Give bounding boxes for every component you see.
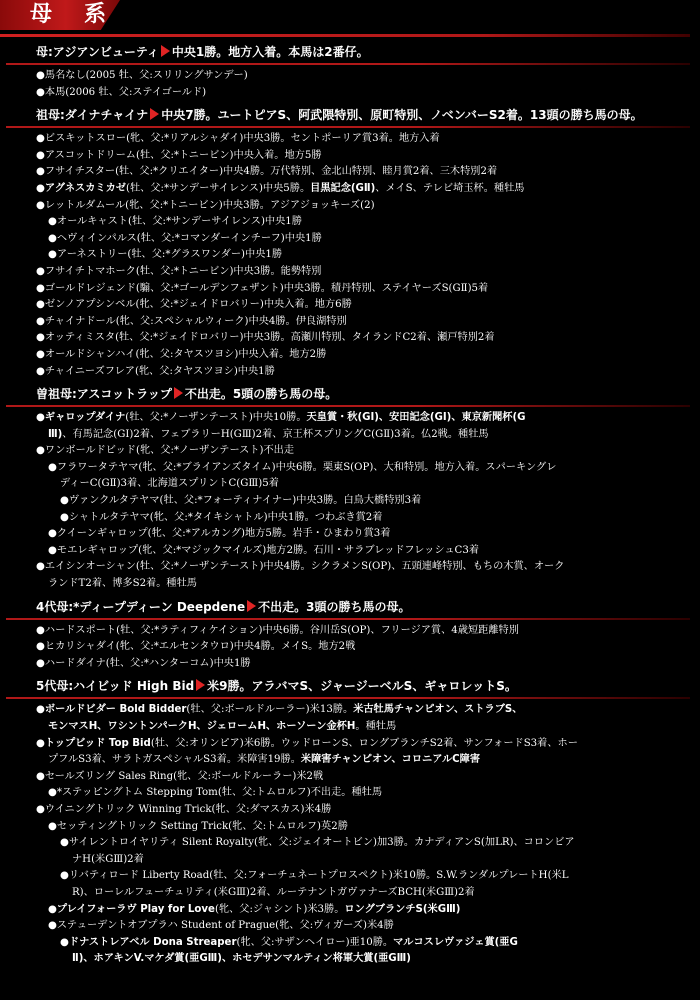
bullet-icon: ● <box>48 249 57 261</box>
entry-text: エイシンオーシャン(牡、父:*ノーザンテースト)中央4勝。シクラメンS(OP)、五頭連峰特別、もちの木賞、オーク <box>44 561 565 573</box>
bullet-icon: ● <box>36 704 45 716</box>
entry-text: ヴァンクルタテヤマ(牡、父:*フォーティナイナー)中央3勝。白鳥大橋特別3着 <box>68 495 422 507</box>
entry-text: サイレントロイヤリティ Silent Royalty(牝、父:ジェイオートビン)加3勝。カナディアンS(加LR)、コロンビア <box>68 837 575 849</box>
offspring-entry <box>36 264 686 281</box>
entry-text: (牡、父:*ノーザンテースト)中央10勝。 <box>125 412 307 424</box>
offspring-entry <box>36 543 686 560</box>
offspring-entry <box>36 68 686 85</box>
bullet-icon: ● <box>36 182 45 194</box>
entry-text: (牡、父:ボールドルーラー)米13勝。 <box>186 704 354 716</box>
offspring-entry <box>36 164 686 181</box>
bullet-icon: ● <box>60 870 69 882</box>
entry-text: (牡、父:*サンデーサイレンス)中央5勝。 <box>125 182 311 194</box>
entry-text: リバティロード Liberty Road(牡、父:フォーチュネートプロスペクト)米10勝。S.W.ランダルプレートH(米L <box>68 870 569 882</box>
section-divider <box>6 63 690 65</box>
entry-text: レットルダムール(牝、父:*トニービン)中央3勝。アジアジョッキーズ(2) <box>44 199 375 211</box>
bullet-icon: ● <box>60 511 69 523</box>
entry-text: モエレギャロップ(牝、父:*マジックマイルズ)地方2勝。石川・サラブレッドフレッシュC3着 <box>56 544 480 556</box>
entry-text: セールズリング Sales Ring(牝、父:ボールドルーラー)米2戦 <box>44 770 324 782</box>
entry-continuation <box>36 476 686 493</box>
entry-text: *ステッピングトム Stepping Tom(牡、父:トムロルフ)不出走。種牡馬 <box>56 787 383 799</box>
offspring-entry <box>36 819 686 836</box>
offspring-entry <box>36 247 686 264</box>
bullet-icon: ● <box>36 803 45 815</box>
section-dam-label: 母:アジアンビューティ <box>36 45 159 59</box>
bullet-icon: ● <box>36 412 45 424</box>
triangle-marker-icon <box>161 45 170 57</box>
entry-text: クイーンギャロップ(牝、父:*アルカング)地方5勝。岩手・ひまわり賞3着 <box>56 528 391 540</box>
bullet-icon: ● <box>48 920 57 932</box>
entry-text: アーネストリー(牡、父:*グラスワンダー)中央1勝 <box>56 249 283 261</box>
entry-continuation <box>36 427 686 444</box>
bullet-icon: ● <box>48 232 57 244</box>
entry-text: オールキャスト(牡、父:*サンデーサイレンス)中央1勝 <box>56 216 302 228</box>
bullet-icon: ● <box>36 624 45 636</box>
entry-continuation <box>36 576 686 593</box>
entry-text: ステューデントオブプラハ Student of Prague(牝、父:ヴィガーズ)米4勝 <box>56 920 394 932</box>
offspring-entry <box>36 297 686 314</box>
entry-continuation <box>36 852 686 869</box>
triangle-marker-icon <box>196 679 205 691</box>
section-divider <box>6 618 690 620</box>
offspring-entry <box>36 902 686 919</box>
offspring-entry <box>36 493 686 510</box>
highlight-text: トップビッド Top Bid <box>44 737 151 749</box>
offspring-entry <box>36 785 686 802</box>
offspring-entry <box>36 736 686 753</box>
section-heading <box>36 676 686 696</box>
section-summary: 不出走。5頭の勝ち馬の母。 <box>184 387 338 402</box>
highlight-text: アグネスカミカゼ <box>44 182 126 194</box>
entry-text: フサイチスター(牡、父:*クリエイター)中央4勝。万代特別、金北山特別、睦月賞2着、三木特別2着 <box>44 166 498 178</box>
offspring-entry <box>36 364 686 381</box>
triangle-marker-icon <box>174 387 183 399</box>
bullet-icon: ● <box>60 837 69 849</box>
pedigree-content <box>36 42 686 968</box>
entry-text: ゼンノアプシンベル(牝、父:*ジェイドロバリー)中央入着。地方6勝 <box>44 299 352 311</box>
entry-text: ナH(米GⅢ)2着 <box>72 853 144 865</box>
bullet-icon: ● <box>48 787 57 799</box>
entry-text: 馬名なし(2005 牡、父:スリリングサンデー) <box>44 70 248 81</box>
section-heading <box>36 105 686 125</box>
bullet-icon: ● <box>36 199 45 211</box>
bullet-icon: ● <box>36 641 45 653</box>
section-summary: 中央7勝。ユートピアS、阿武隈特別、原町特別、ノベンバーS2着。13頭の勝ち馬の母。 <box>161 108 643 123</box>
entry-text: アスコットドリーム(牡、父:*トニービン)中央入着。地方5勝 <box>44 149 322 161</box>
entry-text: ウイニングトリック Winning Trick(牝、父:ダマスカス)米4勝 <box>44 803 332 815</box>
entry-text: セッティングトリック Setting Trick(牝、父:トムロルフ)英2勝 <box>56 820 348 832</box>
offspring-entry <box>36 85 686 102</box>
entry-text: フラワータテヤマ(牝、父:*ブライアンズタイム)中央6勝。栗東S(OP)、大和特別。地方入着。スパーキングレ <box>56 461 557 473</box>
section-dam-label: 5代母:ハイビッド High Bid <box>36 679 195 694</box>
entry-continuation <box>36 885 686 902</box>
entry-text: ヘヴィインパルス(牡、父:*コマンダーインチーフ)中央1勝 <box>56 232 322 244</box>
entry-text: チャイナドール(牝、父:スペシャルウィーク)中央4勝。伊良湖特別 <box>44 315 347 327</box>
bullet-icon: ● <box>36 282 45 294</box>
section-summary: 米9勝。アラバマS、ジャージーベルS、ギャロレットS。 <box>207 679 517 694</box>
entry-text: ハードダイナ(牡、父:*ハンターコム)中央1勝 <box>44 657 251 669</box>
offspring-entry <box>36 131 686 148</box>
section-heading <box>36 384 686 404</box>
section-dam-label: 曽祖母:アスコットラップ <box>36 387 172 402</box>
bullet-icon: ● <box>36 332 45 344</box>
bullet-icon: ● <box>48 216 57 228</box>
triangle-marker-icon <box>150 108 159 120</box>
highlight-text: プレイフォーラヴ Play for Love <box>56 903 215 915</box>
offspring-entry <box>36 769 686 786</box>
page-title: 母 系 <box>30 2 112 27</box>
entry-continuation <box>36 951 686 968</box>
section-dam-label: 祖母:ダイナチャイナ <box>36 108 149 123</box>
bullet-icon: ● <box>36 86 45 98</box>
offspring-entry <box>36 443 686 460</box>
entry-text: ランドT2着、博多S2着。種牡馬 <box>48 578 197 590</box>
offspring-entry <box>36 510 686 527</box>
highlight-text: Ⅲ) <box>48 428 63 440</box>
bullet-icon: ● <box>48 544 57 556</box>
title-underline <box>0 34 690 37</box>
bullet-icon: ● <box>36 348 45 360</box>
offspring-entry <box>36 623 686 640</box>
entry-text: チャイニーズフレア(牝、父:タヤスツヨシ)中央1勝 <box>44 365 275 377</box>
title-bar <box>0 0 700 44</box>
entry-text: 、メイS、テレビ埼玉杯。種牡馬 <box>375 182 525 194</box>
section-divider <box>6 405 690 407</box>
bullet-icon: ● <box>48 903 57 915</box>
offspring-entry <box>36 314 686 331</box>
bullet-icon: ● <box>36 445 45 457</box>
bullet-icon: ● <box>36 265 45 277</box>
offspring-entry <box>36 460 686 477</box>
section-summary: 中央1勝。地方入着。本馬は2番仔。 <box>171 45 369 59</box>
offspring-entry <box>36 281 686 298</box>
section-divider <box>6 697 690 699</box>
offspring-entry <box>36 935 686 952</box>
highlight-text: ロングブランチS(米GⅢ) <box>344 903 461 915</box>
section-divider <box>6 126 690 128</box>
highlight-text: ドナストレアベル Dona Streaper <box>68 936 237 948</box>
entry-text: ディーC(GⅡ)3着、北海道スプリントC(GⅢ)5着 <box>60 478 279 490</box>
entry-continuation <box>36 752 686 769</box>
offspring-entry <box>36 347 686 364</box>
entry-text: プフルS3着、サラトガスペシャルS3着。米障害19勝。 <box>48 754 301 766</box>
bullet-icon: ● <box>48 461 57 473</box>
bullet-icon: ● <box>48 528 57 540</box>
bullet-icon: ● <box>36 70 45 81</box>
bullet-icon: ● <box>60 495 69 507</box>
entry-text: 本馬(2006 牡、父:ステイゴールド) <box>44 86 207 98</box>
section-heading <box>36 597 686 617</box>
offspring-entry <box>36 330 686 347</box>
triangle-marker-icon <box>247 600 256 612</box>
bullet-icon: ● <box>36 299 45 311</box>
offspring-entry <box>36 802 686 819</box>
entry-text: (牡、父:オリンピア)米6勝。ウッドローンS、ロングブランチS2着、サンフォードS3着、ホー <box>150 737 578 749</box>
highlight-text: ボールドビダー Bold Bidder <box>44 704 187 716</box>
highlight-text: 米古牡馬チャンピオン、ストラブS、 <box>353 704 523 716</box>
bullet-icon: ● <box>36 365 45 377</box>
offspring-entry <box>36 639 686 656</box>
bullet-icon: ● <box>36 149 45 161</box>
entry-text: (牝、父:サザンヘイロー)亜10勝。 <box>236 936 394 948</box>
offspring-entry <box>36 181 686 198</box>
entry-text: ゴールドレジェンド(騸、父:*ゴールデンフェザント)中央3勝。積丹特別、ステイヤーズS(GⅡ)5着 <box>44 282 489 294</box>
entry-text: R)、ローレルフューチュリティ(米GⅢ)2着、ルーテナントガヴァナーズBCH(米GⅢ)2着 <box>72 886 475 898</box>
bullet-icon: ● <box>36 657 45 669</box>
highlight-text: 目黒記念(GⅡ) <box>310 182 376 194</box>
offspring-entry <box>36 198 686 215</box>
highlight-text: 米障害チャンピオン、コロニアルC障害 <box>300 754 481 766</box>
section-heading <box>36 42 686 62</box>
bullet-icon: ● <box>36 561 45 573</box>
bullet-icon: ● <box>48 820 57 832</box>
section-dam-label: 4代母:*ディープディーン Deepdene <box>36 599 246 614</box>
entry-text: シャトルタテヤマ(牝、父:*タイキシャトル)中央1勝。つわぶき賞2着 <box>68 511 383 523</box>
bullet-icon: ● <box>36 770 45 782</box>
entry-text: 、有馬記念(GⅠ)2着、フェブラリーH(GⅢ)2着、京王杯スプリングC(GⅡ)3着。仏2戦。種牡馬 <box>62 428 489 440</box>
entry-text: オッティミスタ(牡、父:*ジェイドロバリー)中央3勝。高瀬川特別、タイランドC2着、瀬戸特別2着 <box>44 332 495 344</box>
offspring-entry <box>36 214 686 231</box>
entry-continuation <box>36 719 686 736</box>
offspring-entry <box>36 526 686 543</box>
entry-text: フサイチトマホーク(牡、父:*トニービン)中央3勝。能勢特別 <box>44 265 322 277</box>
bullet-icon: ● <box>36 133 45 145</box>
highlight-text: ギャロップダイナ <box>44 412 126 424</box>
entry-text: オールドシャンハイ(牝、父:タヤスツヨシ)中央入着。地方2勝 <box>44 348 327 360</box>
offspring-entry <box>36 656 686 673</box>
offspring-entry <box>36 559 686 576</box>
bullet-icon: ● <box>36 315 45 327</box>
bullet-icon: ● <box>36 166 45 178</box>
highlight-text: 天皇賞・秋(GⅠ)、安田記念(GⅠ)、東京新聞杯(G <box>306 412 526 424</box>
section-summary: 不出走。3頭の勝ち馬の母。 <box>258 599 411 614</box>
offspring-entry <box>36 918 686 935</box>
offspring-entry <box>36 410 686 427</box>
offspring-entry <box>36 148 686 165</box>
entry-text: ハードスポート(牡、父:*ラティフィケイション)中央6勝。谷川岳S(OP)、フリージア賞、4歳短距離特別 <box>44 624 519 636</box>
bullet-icon: ● <box>60 936 69 948</box>
entry-text: ビスキットスロー(牝、父:*リアルシャダイ)中央3勝。セントポーリア賞3着。地方入着 <box>44 133 440 145</box>
entry-text: ヒカリシャダイ(牝、父:*エルセンタウロ)中央4勝。メイS。地方2戦 <box>44 641 356 653</box>
offspring-entry <box>36 231 686 248</box>
highlight-text: マルコスレヴァジェ賞(亜G <box>393 936 518 948</box>
highlight-text: モンマスH、ワシントンパークH、ジェロームH、ホーソーン金杯H <box>48 721 356 732</box>
bullet-icon: ● <box>36 737 45 749</box>
offspring-entry <box>36 835 686 852</box>
entry-text: ワンボールドビッド(牝、父:*ノーザンテースト)不出走 <box>44 445 295 457</box>
entry-text: (牝、父:ジャシント)米3勝。 <box>214 903 345 915</box>
offspring-entry <box>36 868 686 885</box>
entry-text: 。種牡馬 <box>355 721 397 732</box>
offspring-entry <box>36 702 686 719</box>
highlight-text: Ⅱ)、ホアキンV.マケダ賞(亜GⅢ)、ホセデサンマルティン将軍大賞(亜GⅢ) <box>72 953 411 965</box>
